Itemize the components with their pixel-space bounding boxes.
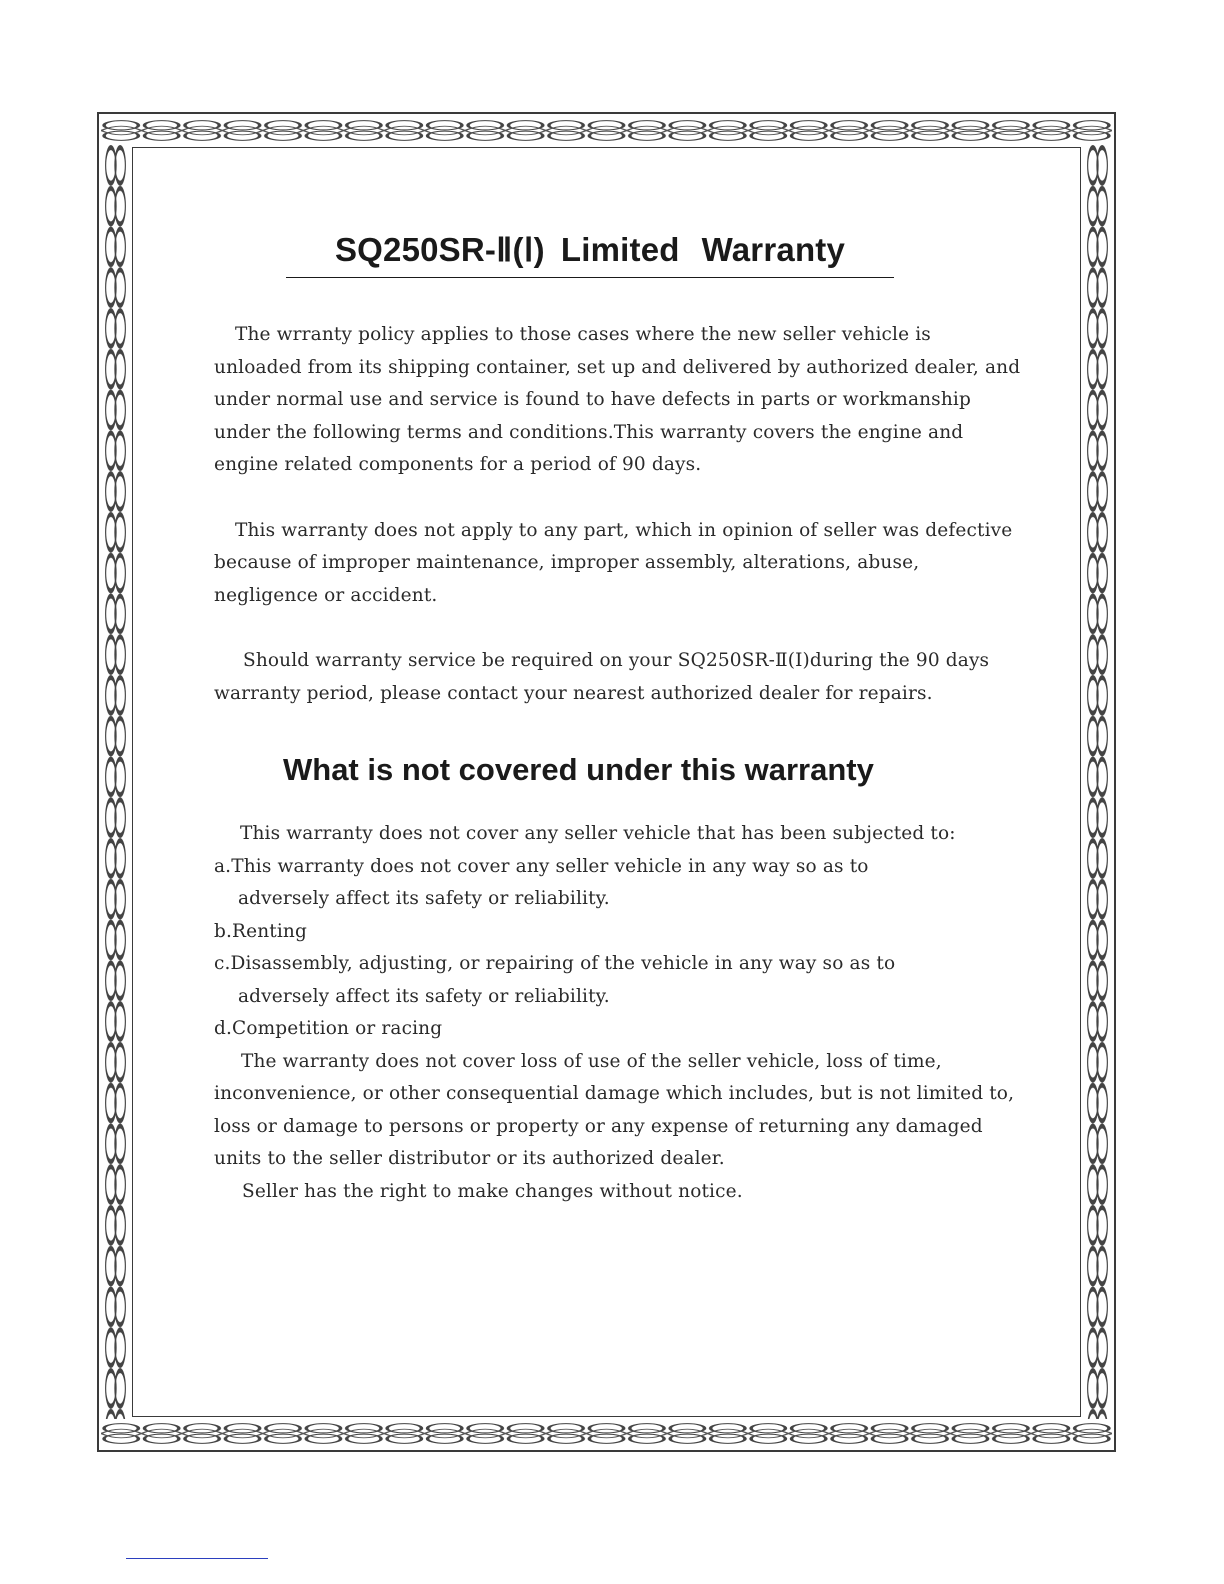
warranty-policy-paragraph: The wrranty policy applies to those cases where the new seller vehicle is unloaded from its shipping container, set up and delivered by authorized dealer, and under normal use and service is found to have defects in parts or workmanship under the following terms and conditions.This warranty covers the engine and engine related components for a period of 90 days. bbox=[214, 324, 1021, 475]
list-item bbox=[214, 851, 1024, 916]
list-item bbox=[214, 948, 1024, 1013]
title-model: SQ250SR-Ⅱ(Ⅰ) bbox=[334, 231, 545, 268]
list-item-line: a.This warranty does not cover any seller vehicle in any way so as to bbox=[214, 855, 869, 877]
ornamental-chain-border-left bbox=[101, 145, 130, 1419]
list-item bbox=[214, 916, 1024, 949]
list-item-line: d.Competition or racing bbox=[214, 1018, 443, 1039]
list-item-continuation: adversely affect its safety or reliability. bbox=[238, 888, 610, 909]
footer-rule bbox=[126, 1558, 268, 1559]
list-item-continuation: adversely affect its safety or reliability. bbox=[238, 985, 610, 1007]
not-covered-intro: This warranty does not cover any seller vehicle that has been subjected to: bbox=[240, 823, 956, 844]
section-heading: What is not covered under this warranty bbox=[283, 752, 874, 787]
ornamental-chain-border-bottom bbox=[101, 1419, 1112, 1448]
list-item-line: b.Renting bbox=[214, 920, 307, 942]
title-word-warranty: Warranty bbox=[701, 231, 846, 268]
service-paragraph: Should warranty service be required on your SQ250SR-Ⅱ(Ⅰ)during the 90 days warranty period, please contact your nearest authorized dealer for repairs. bbox=[214, 650, 990, 704]
not-covered-list bbox=[214, 851, 1024, 1046]
page-title bbox=[286, 230, 894, 278]
closing-paragraph: The warranty does not cover loss of use of the seller vehicle, loss of time, inconvenience, or other consequential damage which includes, but is not limited to, loss or damage to persons or property or any expense of returning any damaged units to the seller distributor or its authorized dealer. bbox=[214, 1050, 1015, 1169]
list-item-line: c.Disassembly, adjusting, or repairing of the vehicle in any way so as to bbox=[214, 953, 896, 974]
ornamental-chain-border-top bbox=[101, 116, 1112, 145]
list-item bbox=[214, 1013, 1024, 1046]
exclusion-paragraph: This warranty does not apply to any part, which in opinion of seller was defective because of improper maintenance, improper assembly, alterations, abuse, negligence or accident. bbox=[214, 519, 1013, 606]
title-word-limited: Limited bbox=[560, 231, 680, 268]
ornamental-chain-border-right bbox=[1083, 145, 1112, 1419]
warranty-content bbox=[214, 230, 1024, 1208]
final-note: Seller has the right to make changes without notice. bbox=[242, 1180, 743, 1202]
